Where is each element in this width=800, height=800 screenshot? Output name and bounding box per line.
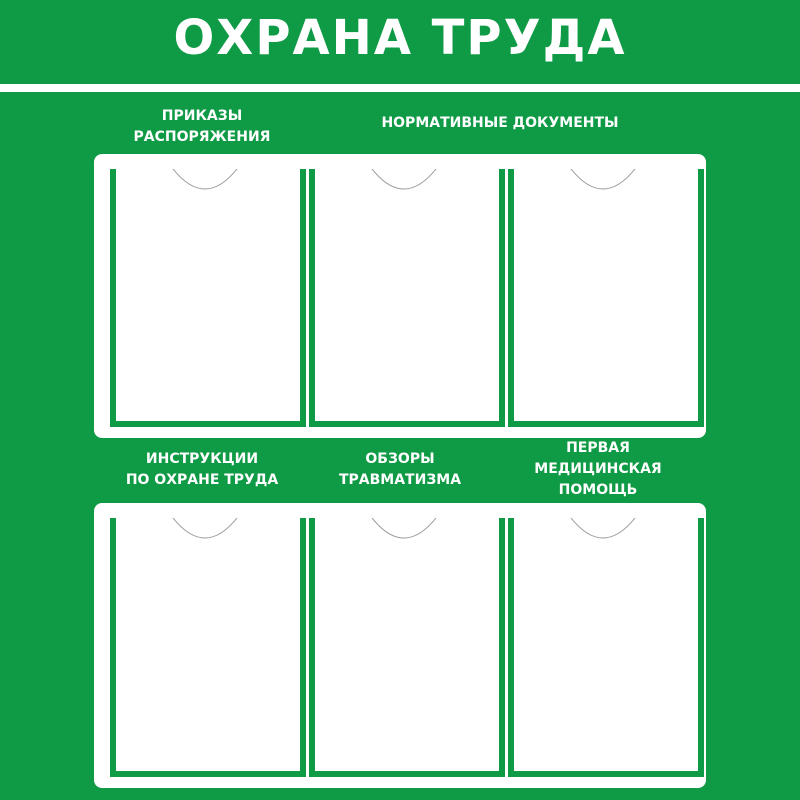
section-label-orders bbox=[112, 106, 292, 148]
document-pocket[interactable] bbox=[110, 518, 306, 777]
document-pocket[interactable] bbox=[508, 518, 704, 777]
section-label-normative-documents bbox=[320, 113, 680, 134]
section-label-line: ИНСТРУКЦИИ bbox=[145, 451, 259, 467]
section-label-line: ПО ОХРАНЕ ТРУДА bbox=[125, 472, 279, 488]
pocket-notch-icon bbox=[172, 169, 238, 193]
section-label-line: НОРМАТИВНЫЕ ДОКУМЕНТЫ bbox=[381, 115, 619, 131]
pocket-notch-icon bbox=[371, 518, 437, 542]
section-label-line: МЕДИЦИНСКАЯ bbox=[534, 461, 662, 477]
document-pocket[interactable] bbox=[309, 518, 505, 777]
section-label-first-aid bbox=[508, 438, 688, 501]
section-label-line: ТРАВМАТИЗМА bbox=[338, 472, 462, 488]
title-divider bbox=[0, 84, 800, 92]
pocket-notch-icon bbox=[371, 169, 437, 193]
stand-title: ОХРАНА ТРУДА bbox=[173, 10, 627, 66]
section-label-line: ПЕРВАЯ bbox=[566, 440, 630, 456]
section-label-line: РАСПОРЯЖЕНИЯ bbox=[133, 129, 271, 145]
section-label-line: ПРИКАЗЫ bbox=[161, 108, 243, 124]
pocket-notch-icon bbox=[172, 518, 238, 542]
top-pocket-board bbox=[94, 154, 706, 438]
pocket-notch-icon bbox=[570, 169, 636, 193]
section-label-injury-reviews bbox=[310, 449, 490, 491]
document-pocket[interactable] bbox=[508, 169, 704, 427]
section-label-line: ПОМОЩЬ bbox=[558, 482, 638, 498]
document-pocket[interactable] bbox=[110, 169, 306, 427]
section-label-line: ОБЗОРЫ bbox=[365, 451, 435, 467]
section-label-instructions bbox=[112, 449, 292, 491]
bottom-pocket-board bbox=[94, 503, 706, 788]
document-pocket[interactable] bbox=[309, 169, 505, 427]
pocket-notch-icon bbox=[570, 518, 636, 542]
